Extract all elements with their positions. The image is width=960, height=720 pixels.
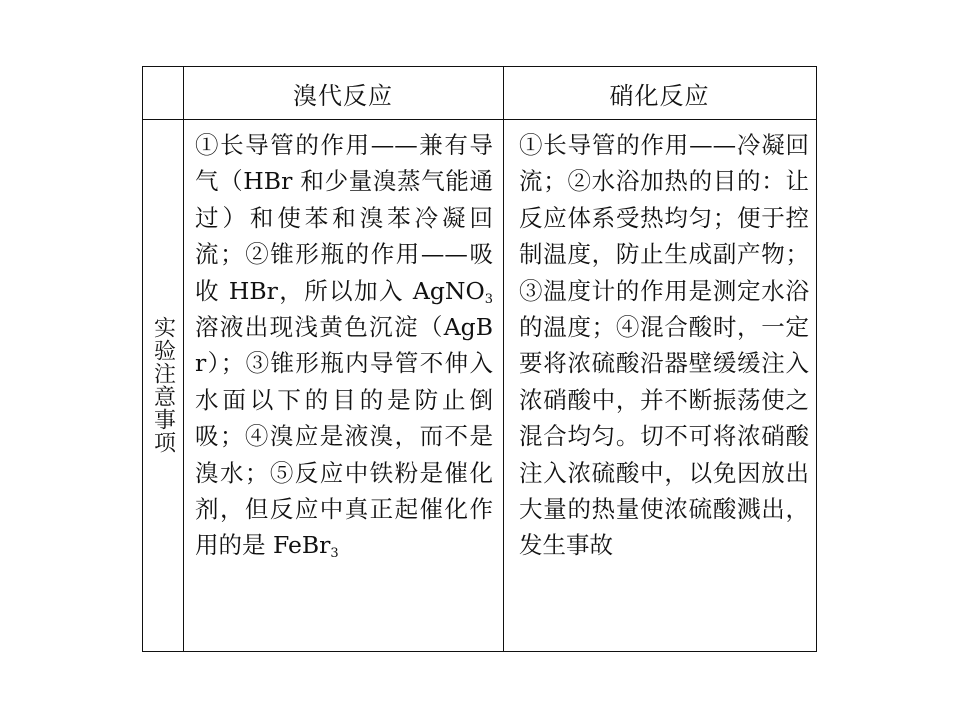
- header-bromination: 溴代反应: [293, 81, 393, 110]
- bromination-text-part1: ①长导管的作用——兼有导气（HBr 和少量溴蒸气能通过）和使苯和溴苯冷凝回流；②锥形瓶的作用——吸收 HBr，所以加入 AgNO: [195, 131, 493, 305]
- bromination-text-part2: 溶液出现浅黄色沉淀（AgBr）；③锥形瓶内导管不伸入水面以下的目的是防止倒吸；④溴应是液溴，而不是溴水；⑤反应中铁粉是催化剂，但反应中真正起催化作用的是 FeBr: [195, 313, 493, 560]
- row-label-cell: [143, 119, 183, 651]
- nitration-notes-cell: [519, 127, 809, 564]
- bromination-subscript-2: 3: [330, 546, 339, 562]
- bromination-notes-cell: [195, 127, 493, 564]
- header-nitration: 硝化反应: [609, 81, 710, 110]
- header-corner-cell: [143, 67, 183, 119]
- column-divider-1: [183, 67, 184, 651]
- bromination-subscript-1: 3: [484, 291, 493, 307]
- nitration-text: ①长导管的作用——冷凝回流；②水浴加热的目的：让反应体系受热均匀；便于控制温度，防止生成副产物；③温度计的作用是测定水浴的温度；④混合酸时，一定要将浓硫酸沿器壁缓缓注入浓硝酸中，并不断振荡使之混合均匀。切不可将浓硝酸注入浓硫酸中，以免因放出大量的热量使浓硫酸溅出，发生事故: [519, 131, 809, 560]
- row-label-text: 实验注意事项: [150, 316, 176, 454]
- header-divider: [143, 119, 816, 120]
- comparison-table: [142, 66, 817, 652]
- column-divider-2: [503, 67, 504, 651]
